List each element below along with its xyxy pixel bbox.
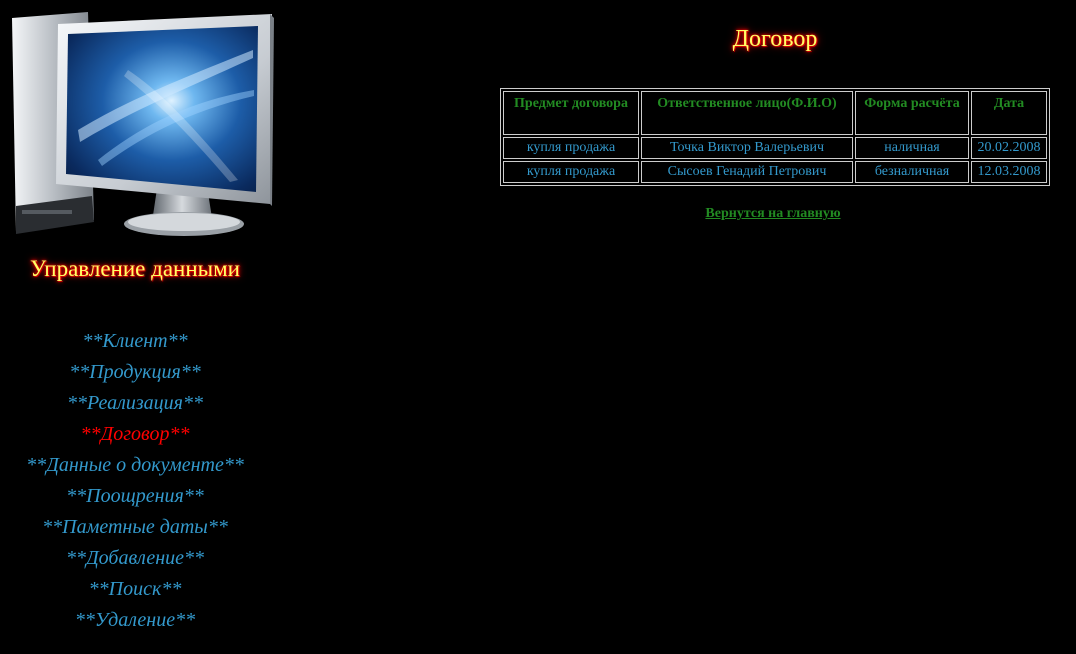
cell-responsible: Сысоев Генадий Петрович bbox=[641, 161, 853, 183]
back-to-home-link[interactable]: Вернутся на главную bbox=[705, 206, 841, 221]
menu-link-delete[interactable]: **Удаление** bbox=[74, 609, 196, 631]
section-title: Управление данными bbox=[30, 256, 240, 281]
menu-link-contract[interactable]: **Договор** bbox=[80, 423, 190, 445]
menu-item-add bbox=[0, 543, 270, 574]
menu-item-rewards bbox=[0, 481, 270, 512]
main-menu bbox=[0, 326, 270, 636]
table-row bbox=[503, 137, 1047, 159]
contracts-table bbox=[500, 88, 1050, 186]
menu-link-search[interactable]: **Поиск** bbox=[88, 578, 182, 600]
column-header-date: Дата bbox=[971, 91, 1047, 135]
sidebar bbox=[0, 0, 270, 654]
menu-item-memorable-dates bbox=[0, 512, 270, 543]
cell-payment-form: наличная bbox=[855, 137, 969, 159]
menu-item-contract bbox=[0, 419, 270, 450]
menu-item-products bbox=[0, 357, 270, 388]
menu-link-sales[interactable]: **Реализация** bbox=[67, 392, 203, 414]
cell-subject: купля продажа bbox=[503, 137, 639, 159]
cell-date: 12.03.2008 bbox=[971, 161, 1047, 183]
cell-payment-form: безналичная bbox=[855, 161, 969, 183]
menu-item-search bbox=[0, 574, 270, 605]
menu-link-document-data[interactable]: **Данные о документе** bbox=[26, 454, 244, 476]
menu-item-sales bbox=[0, 388, 270, 419]
menu-link-rewards[interactable]: **Поощрения** bbox=[66, 485, 204, 507]
menu-item-document-data bbox=[0, 450, 270, 481]
menu-link-memorable-dates[interactable]: **Паметные даты** bbox=[42, 516, 228, 538]
computer-monitor-icon bbox=[8, 10, 274, 260]
table-header-row bbox=[503, 91, 1047, 135]
cell-subject: купля продажа bbox=[503, 161, 639, 183]
cell-date: 20.02.2008 bbox=[971, 137, 1047, 159]
back-link-container bbox=[560, 206, 986, 222]
menu-link-add[interactable]: **Добавление** bbox=[65, 547, 205, 569]
column-header-payment-form: Форма расчёта bbox=[855, 91, 969, 135]
page-title: Договор bbox=[732, 26, 818, 52]
cell-responsible: Точка Виктор Валерьевич bbox=[641, 137, 853, 159]
table-row bbox=[503, 161, 1047, 183]
menu-link-client[interactable]: **Клиент** bbox=[82, 330, 188, 352]
column-header-subject: Предмет договора bbox=[503, 91, 639, 135]
column-header-responsible: Ответственное лицо(Ф.И.О) bbox=[641, 91, 853, 135]
menu-link-products[interactable]: **Продукция** bbox=[69, 361, 201, 383]
menu-item-client bbox=[0, 326, 270, 357]
menu-item-delete bbox=[0, 605, 270, 636]
